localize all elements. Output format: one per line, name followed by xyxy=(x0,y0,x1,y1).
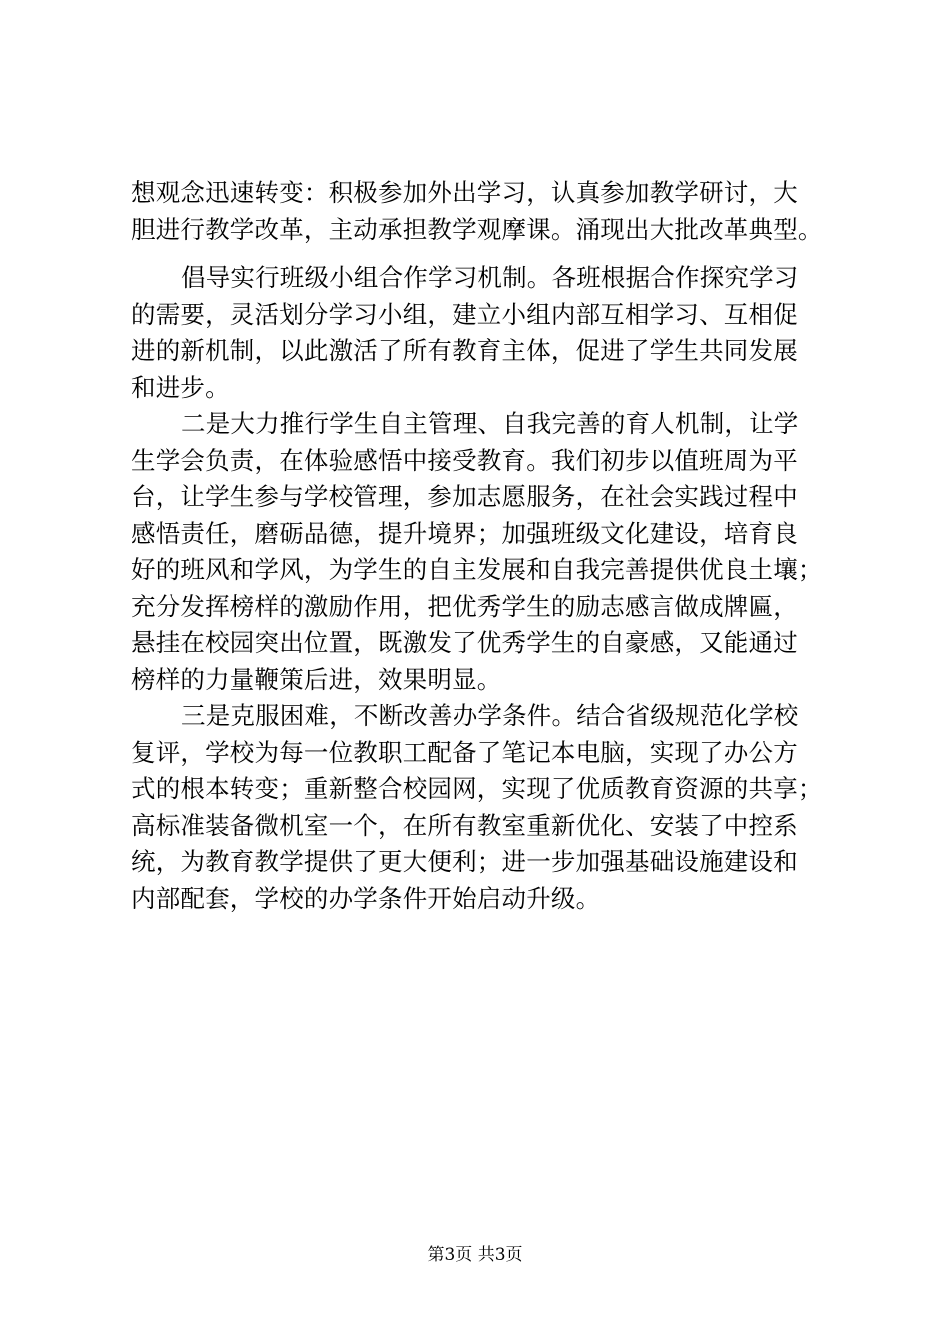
text-line: 内部配套，学校的办学条件开始启动升级。 xyxy=(131,883,601,913)
text-line: 榜样的力量鞭策后进，效果明显。 xyxy=(131,664,502,694)
text-line: 感悟责任，磨砺品德，提升境界；加强班级文化建设，培育良 xyxy=(131,518,798,548)
text-line: 悬挂在校园突出位置，既激发了优秀学生的自豪感，又能通过 xyxy=(131,628,798,657)
text-line: 和进步。 xyxy=(131,372,230,402)
text-line: 好的班风和学风，为学生的自主发展和自我完善提供优良土壤； xyxy=(131,555,823,584)
text-line: 式的根本转变；重新整合校园网，实现了优质教育资源的共享； xyxy=(131,774,823,803)
paragraph-group xyxy=(131,260,831,917)
page-number-footer: 第3页 共3页 xyxy=(427,1245,523,1265)
text-line: 三是克服困难，不断改善办学条件。结合省级规范化学校 xyxy=(181,701,799,730)
text-line: 倡导实行班级小组合作学习机制。各班根据合作探究学习 xyxy=(181,263,799,292)
text-line: 复评，学校为每一位教职工配备了笔记本电脑，实现了办公方 xyxy=(131,737,798,767)
text-line: 二是大力推行学生自主管理、自我完善的育人机制，让学 xyxy=(181,409,799,438)
text-line: 台，让学生参与学校管理，参加志愿服务，在社会实践过程中 xyxy=(131,482,798,511)
text-line: 想观念迅速转变：积极参加外出学习，认真参加教学研讨，大 xyxy=(131,178,798,207)
text-line: 统，为教育教学提供了更大便利；进一步加强基础设施建设和 xyxy=(131,847,798,876)
paragraph-continuation xyxy=(131,175,831,248)
text-line: 的需要，灵活划分学习小组，建立小组内部互相学习、互相促 xyxy=(131,299,798,329)
text-line: 充分发挥榜样的激励作用，把优秀学生的励志感言做成牌匾， xyxy=(131,591,798,621)
text-line: 胆进行教学改革，主动承担教学观摩课。涌现出大批改革典型。 xyxy=(131,214,823,244)
text-line: 高标准装备微机室一个，在所有教室重新优化、安装了中控系 xyxy=(131,810,798,840)
text-line: 生学会负责，在体验感悟中接受教育。我们初步以值班周为平 xyxy=(131,445,798,475)
text-line: 进的新机制，以此激活了所有教育主体，促进了学生共同发展 xyxy=(131,336,798,365)
